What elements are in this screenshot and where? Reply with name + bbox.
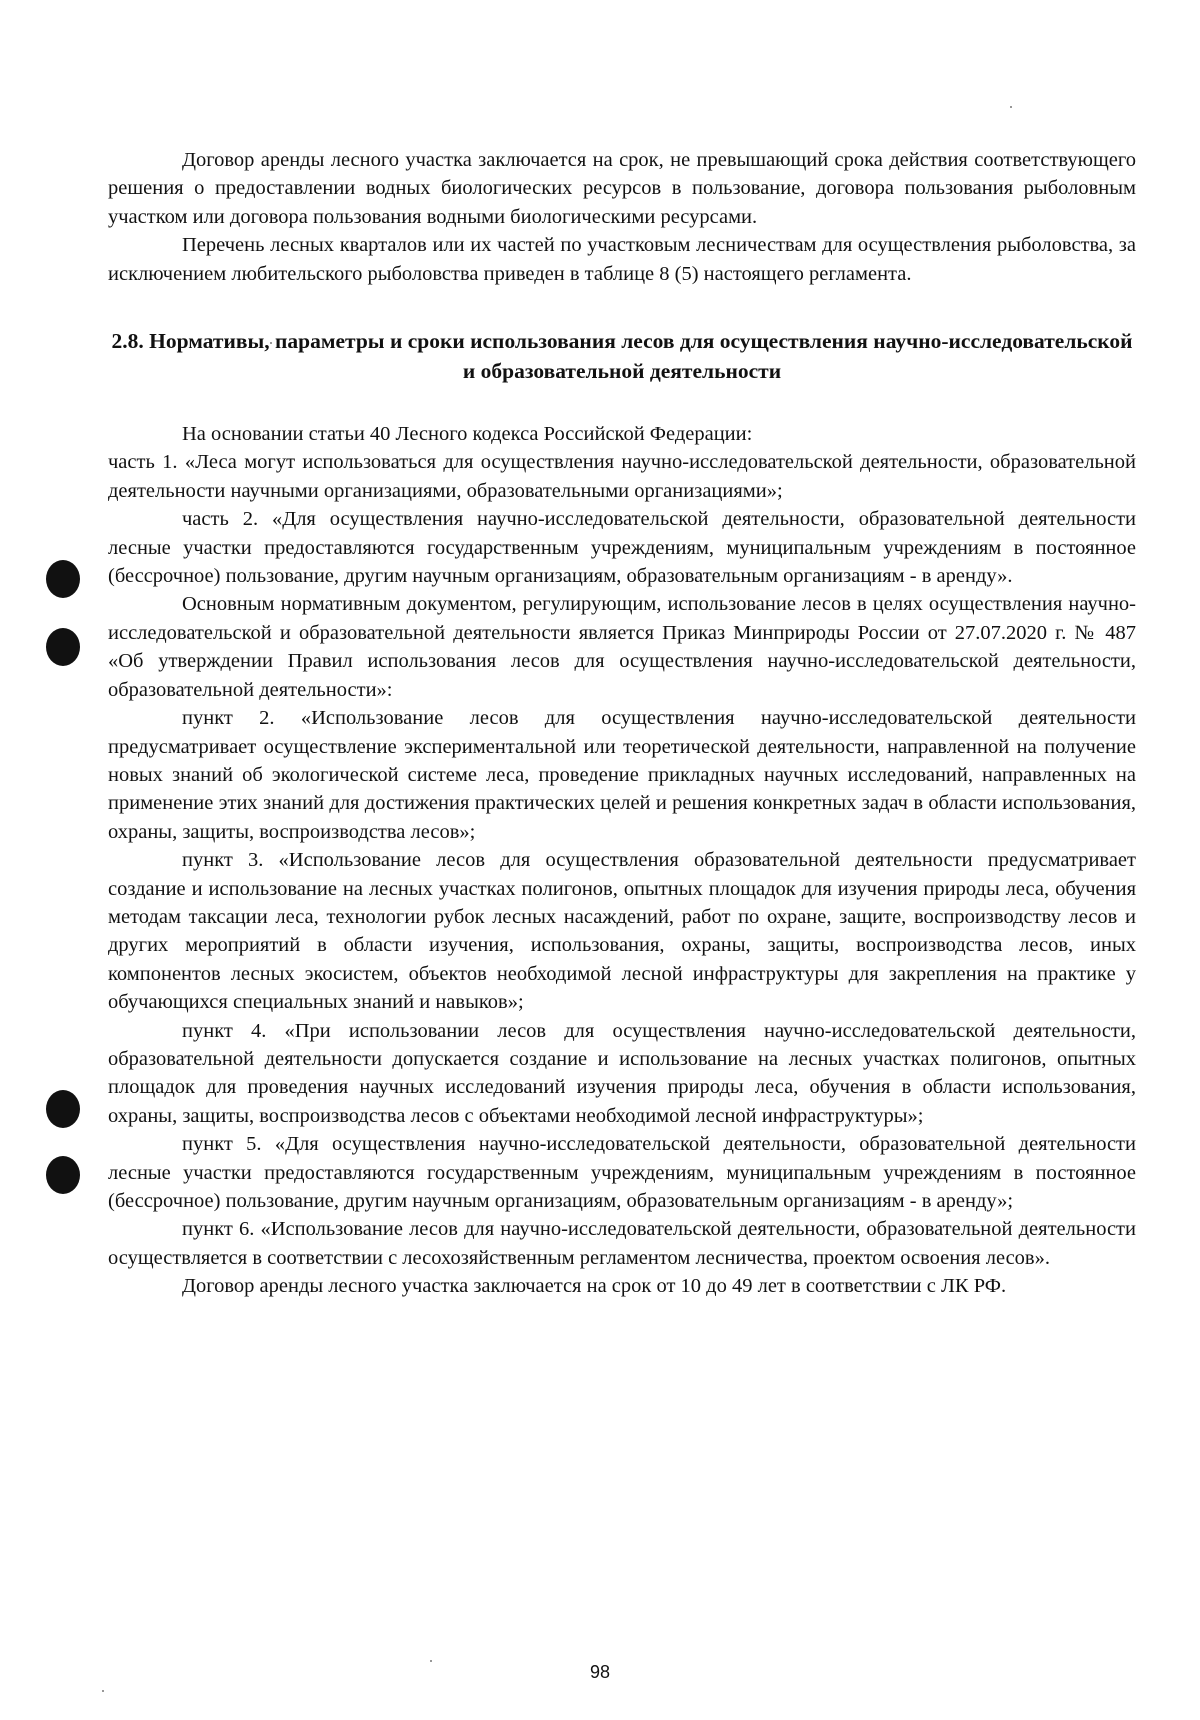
intro-paragraph-1: Договор аренды лесного участка заключается на срок, не превышающий срока действия соответствующего решения о предоставлении водных биологических ресурсов в пользование, договора пользования рыболовным участком или договора пользования водными биологическими ресурсами. xyxy=(108,149,1136,228)
body-paragraph-7: пункт 4. «При использовании лесов для осуществления научно-исследовательской деятельности, образовательной деятельности допускается создание и использование на лесных участках полигонов, опытных площадок для проведения научных исследований изучения природы леса, обучения в области использования, охраны, защиты, воспроизводства лесов с объектами необходимой лесной инфраструктуры»; xyxy=(108,1019,1136,1127)
scan-speck xyxy=(102,1690,104,1692)
section-heading: 2.8. Нормативы, параметры и сроки использования лесов для осуществления научно-исследовательской и образовательной деятельности xyxy=(111,329,1133,384)
body-paragraph-10: Договор аренды лесного участка заключается на срок от 10 до 49 лет в соответствии с ЛК РФ. xyxy=(182,1275,1007,1298)
page-number: 98 xyxy=(589,1662,611,1682)
body-paragraph-6: пункт 3. «Использование лесов для осуществления образовательной деятельности предусматривает создание и использование на лесных участках полигонов, опытных площадок для изучения природы леса, обучения методам таксации леса, технологии рубок лесных насаждений, работ по охране, защите, воспроизводству лесов и других мероприятий в области изучения, использования, охраны, защиты, воспроизводства лесов, иных компонентов лесных экосистем, объектов необходимой лесной инфраструктуры для закрепления на практике у обучающихся специальных знаний и навыков»; xyxy=(108,849,1136,1014)
body-paragraph-9: пункт 6. «Использование лесов для научно-исследовательской деятельности, образовательной деятельности осуществляется в соответствии с лесохозяйственным регламентом лесничества, проектом освоения лесов». xyxy=(108,1218,1136,1269)
punch-hole xyxy=(46,628,80,666)
body-paragraph-5: пункт 2. «Использование лесов для осуществления научно-исследовательской деятельности предусматривает осуществление экспериментальной или теоретической деятельности, направленной на получение новых знаний об экологической системе леса, проведение прикладных научных исследований, направленных на применение этих знаний для достижения практических целей и решения конкретных задач в области использования, охраны, защиты, воспроизводства лесов»; xyxy=(108,707,1136,843)
document-body xyxy=(108,146,1136,1301)
punch-hole xyxy=(46,1090,80,1128)
body-paragraph-4: Основным нормативным документом, регулирующим, использование лесов в целях осуществления научно-исследовательской и образовательной деятельности является Приказ Минприроды России от 27.07.2020 г. № 487 «Об утверждении Правил использования лесов для осуществления научно-исследовательской деятельности, образовательной деятельности»: xyxy=(108,593,1136,701)
punch-hole xyxy=(46,1156,80,1194)
punch-hole xyxy=(46,560,80,598)
body-paragraph-8: пункт 5. «Для осуществления научно-исследовательской деятельности, образовательной деятельности лесные участки предоставляются государственным учреждениям, муниципальным учреждениям в постоянное (бессрочное) пользование, другим научным организациям, образовательным организациям - в аренду»; xyxy=(108,1133,1136,1212)
intro-paragraph-2: Перечень лесных кварталов или их частей по участковым лесничествам для осуществления рыболовства, за исключением любительского рыболовства приведен в таблице 8 (5) настоящего регламента. xyxy=(108,234,1136,285)
body-paragraph-3: часть 2. «Для осуществления научно-исследовательской деятельности, образовательной деятельности лесные участки предоставляются государственным учреждениям, муниципальным учреждениям в постоянное (бессрочное) пользование, другим научным организациям, образовательным организациям - в аренду». xyxy=(108,508,1136,588)
body-paragraph-1: На основании статьи 40 Лесного кодекса Российской Федерации: xyxy=(182,423,753,446)
body-paragraph-2: часть 1. «Леса могут использоваться для осуществления научно-исследовательской деятельности, образовательной деятельности научными организациями, образовательными организациями»; xyxy=(108,451,1136,502)
scan-speck xyxy=(1010,106,1012,108)
